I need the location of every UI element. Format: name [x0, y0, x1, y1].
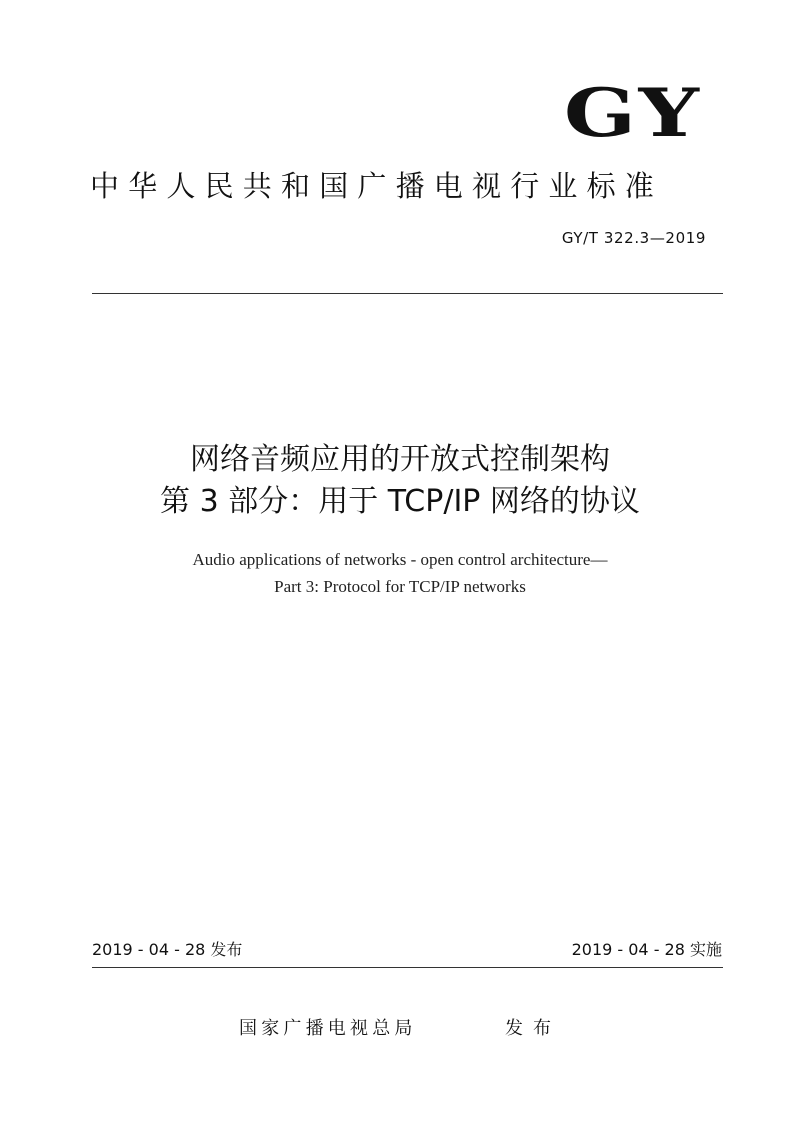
- issue-date: 2019 - 04 - 28 发布: [92, 940, 243, 959]
- effective-date: 2019 - 04 - 28 实施: [571, 940, 722, 959]
- gy-logo: GY: [563, 74, 701, 152]
- top-divider: [92, 293, 723, 294]
- bottom-divider: [92, 967, 723, 968]
- en-title-line-1: Audio applications of networks - open control architecture—: [192, 550, 608, 569]
- industry-standard-title: 中华人民共和国广播电视行业标准: [90, 169, 664, 203]
- publish-label: 发布: [505, 1018, 561, 1039]
- publisher-name: 国家广播电视总局: [239, 1018, 417, 1039]
- standard-number: GY/T 322.3—2019: [561, 229, 706, 247]
- en-title-line-2: Part 3: Protocol for TCP/IP networks: [274, 577, 526, 596]
- zh-title-line-2: 第 3 部分：用于 TCP/IP 网络的协议: [160, 484, 640, 519]
- zh-title-line-1: 网络音频应用的开放式控制架构: [190, 442, 610, 477]
